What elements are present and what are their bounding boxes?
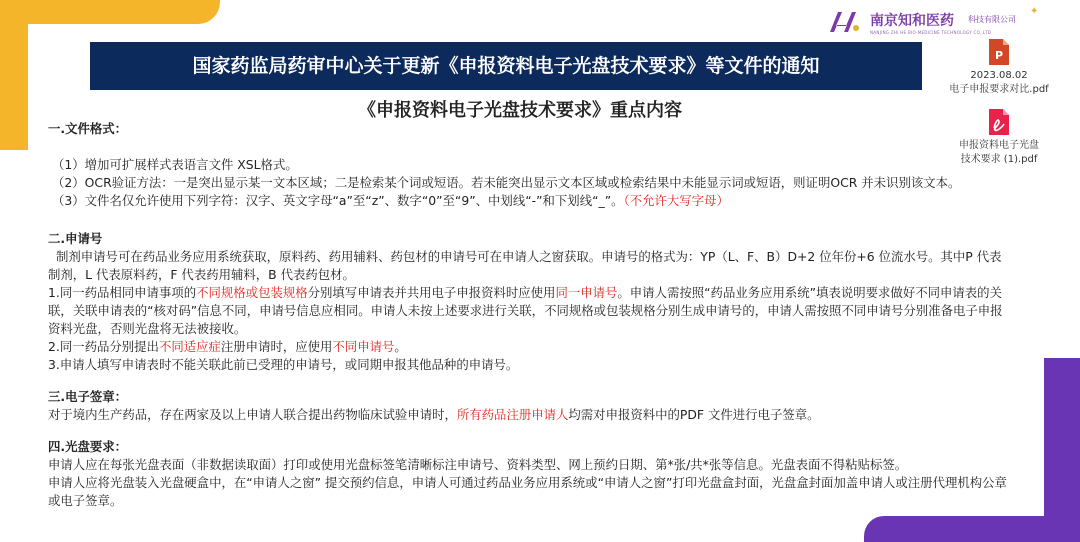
- highlight-text: 不同规格或包装规格: [196, 285, 308, 300]
- attachment-name-line1: 申报资料电子光盘: [959, 140, 1039, 151]
- paragraph: 申请人应将光盘装入光盘硬盒中，在“申请人之窗” 提交预约信息，申请人可通过药品业务应用系统或“申请人之窗”打印光盘盒封面，光盘盒封面加盖申请人或注册代理机构公章或电子签章。: [48, 475, 1007, 508]
- highlight-text: 同一申请号: [555, 285, 618, 300]
- company-logo: [826, 6, 1072, 40]
- document-subtitle: 《申报资料电子光盘技术要求》重点内容: [358, 100, 682, 121]
- paragraph: 对于境内生产药品，存在两家及以上申请人联合提出药物临床试验申请时，所有药品注册申请人均需对申报资料中的PDF 文件进行电子签章。: [48, 407, 820, 422]
- decorative-top-bar: [28, 0, 220, 24]
- paragraph: （2）OCR验证方法：一是突出显示某一文本区域；二是检索某个词或短语。若未能突出显示文本区域或检索结果中未能显示词或短语，则证明OCR 并未识别该文本。: [52, 175, 961, 190]
- decorative-bottom-bar: [864, 516, 1044, 542]
- paragraph: 申请人应在每张光盘表面（非数据读取面）打印或使用光盘标签笔清晰标注申请号、资料类型、网上预约日期、第*张/共*张等信息。光盘表面不得粘贴标签。: [48, 457, 908, 472]
- page-title: 国家药监局药审中心关于更新《申报资料电子光盘技术要求》等文件的通知: [90, 42, 922, 90]
- section-heading: 二.申请号: [48, 231, 103, 246]
- logo-mark-icon: [826, 8, 862, 36]
- paragraph: 1.同一药品相同申请事项的不同规格或包装规格分别填写申请表并共用电子申报资料时应使用同一申请号。申请人需按照“药品业务应用系统”填表说明要求做好不同申请表的关联，关联申请表的“核对码”信息不同，申请号信息应相同。申请人未按上述要求进行关联，不同规格或包装规格分别生成申请号的，申请人需按照不同申请号分别准备电子申报资料光盘，否则光盘将无法被接收。: [48, 285, 1003, 336]
- paragraph: （1）增加可扩展样式表语言文件 XSL格式。: [52, 157, 298, 172]
- decorative-corner-bar: [0, 0, 28, 150]
- highlight-text: 不同适应症: [158, 339, 221, 354]
- attachment-name: 电子申报要求对比.pdf: [949, 84, 1049, 95]
- highlight-text: 不同申请号: [332, 339, 395, 354]
- paragraph: 2.同一药品分别提出不同适应症注册申请时，应使用不同申请号。: [48, 339, 407, 354]
- section-heading: 三.电子签章：: [48, 389, 128, 404]
- decorative-side-bar: [1044, 358, 1080, 542]
- company-name: 南京知和医药: [870, 13, 954, 29]
- svg-text:P: P: [994, 49, 1004, 62]
- attachment-name-line2: 技术要求 (1).pdf: [960, 154, 1038, 165]
- highlight-text: （不允许大写字母）: [623, 193, 729, 208]
- sparkle-icon: ✦: [1030, 6, 1039, 17]
- company-english-name: NANJING ZHI HE BIO-MEDICINE TECHNOLOGY CO.,LTD: [870, 30, 992, 35]
- paragraph: 制剂申请号可在药品业务应用系统获取，原料药、药用辅料、药包材的申请号可在申请人之窗获取。申请号的格式为：YP（L、F、B）D+2 位年份+6 位流水号。其中P 代表制剂，L 代表原料药，F 代表药用辅料，B 代表药包材。: [48, 249, 1002, 282]
- powerpoint-file-icon: [987, 38, 1011, 66]
- paragraph: （3）文件名仅允许使用下列字符：汉字、英文字母“a”至“z”、数字“0”至“9”、中划线“-”和下划线“_”。（不允许大写字母）: [52, 193, 729, 208]
- attachment-date: 2023.08.02: [970, 70, 1028, 81]
- section-heading: 四.光盘要求：: [48, 439, 128, 454]
- attachment-comparison[interactable]: [944, 38, 1054, 97]
- paragraph: 3.申请人填写申请表时不能关联此前已受理的申请号，或同期申报其他品种的申请号。: [48, 357, 519, 372]
- company-suffix: 科技有限公司: [968, 15, 1016, 24]
- document-body: [48, 120, 1038, 510]
- highlight-text: 所有药品注册申请人: [456, 407, 569, 422]
- section-heading: 一.文件格式：: [48, 121, 128, 136]
